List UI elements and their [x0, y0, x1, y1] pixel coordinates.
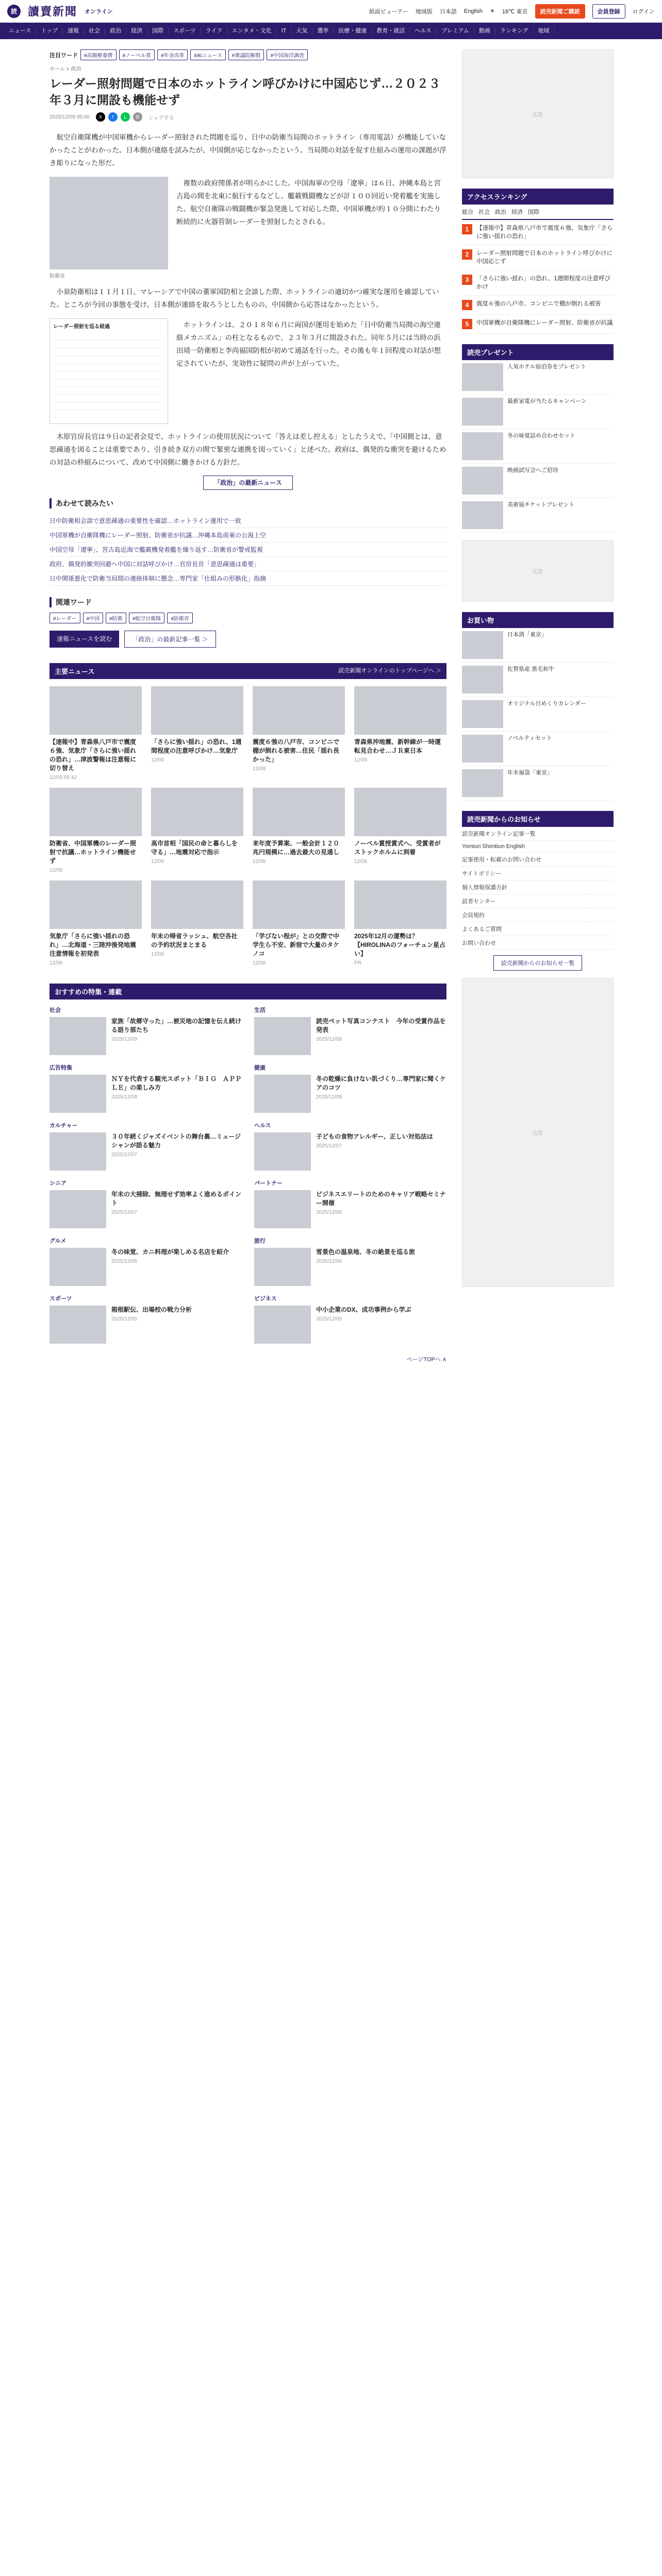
nav-item-9[interactable]: エンタメ・文化 [227, 27, 277, 35]
nav-item-11[interactable]: 天気 [291, 27, 312, 35]
ranking-tab[interactable]: 経済 [511, 209, 523, 215]
article-body [49, 131, 446, 469]
news-title[interactable]: 気象庁「さらに強い揺れの恐れ」…北海道・三陸沖後発地震注意情報を初発表 [49, 933, 137, 957]
trending-label: 注目ワード [49, 52, 78, 59]
present-item[interactable] [462, 429, 614, 464]
news-title[interactable]: 年末の帰省ラッシュ、航空各社の予約状況まとまる [151, 933, 238, 948]
feature-item[interactable] [49, 1294, 242, 1344]
nav-item-3[interactable]: 社会 [84, 27, 105, 35]
feature-item[interactable] [49, 1006, 242, 1055]
ranking-title[interactable]: 震度６強の八戸市、コンビニで棚が倒れる被害 [476, 301, 601, 307]
present-item[interactable] [462, 498, 614, 533]
weather-icon[interactable]: ☀ [490, 8, 495, 14]
feature-row [254, 1017, 446, 1055]
news-card[interactable] [354, 686, 446, 781]
news-title[interactable]: 「学びない程が」との交際で中学生ら不安、新宿で大量のタケノコ [253, 933, 340, 957]
feature-text [316, 1017, 446, 1055]
news-date: 12/09 [49, 960, 63, 966]
keyword-list [49, 613, 446, 623]
brand-name[interactable]: 讀賣新聞 [28, 5, 78, 19]
feature-thumb[interactable] [49, 1306, 106, 1344]
shopping-thumb[interactable] [462, 769, 503, 797]
feature-date: 2025/12/09 [111, 1037, 138, 1042]
feature-thumb[interactable] [49, 1248, 106, 1286]
notice-link[interactable]: 読売新聞オンライン記事一覧 [462, 827, 614, 841]
nav-item-17[interactable]: 動画 [474, 27, 495, 35]
news-thumb[interactable] [49, 686, 142, 735]
present-title[interactable]: 美術展チケットプレゼント [507, 502, 575, 508]
news-card[interactable] [253, 686, 345, 781]
shopping-title[interactable]: ノベルティセット [507, 735, 552, 741]
news-thumb[interactable] [253, 686, 345, 735]
news-date: 12/08 [151, 952, 164, 957]
feature-row [49, 1017, 242, 1055]
shopping-title[interactable]: 日本酒「東京」 [507, 632, 547, 638]
present-item[interactable] [462, 464, 614, 498]
news-title[interactable]: 【速報中】青森県八戸市で震度６強、気象庁「さらに強い揺れの恐れ」…津波警報は注意報に切り替え [49, 738, 137, 772]
ranking-item[interactable] [462, 270, 614, 296]
photo-caption: 防衛省 [49, 274, 65, 279]
feature-text [111, 1306, 192, 1344]
nav-item-6[interactable]: 国際 [147, 27, 169, 35]
shopping-item[interactable] [462, 732, 614, 766]
news-card[interactable] [354, 880, 446, 966]
header-link-ja[interactable]: 日本語 [439, 8, 457, 15]
ranking-header: アクセスランキング [462, 189, 614, 205]
main-news-link[interactable]: 読売新聞オンラインのトップページへ ＞ [338, 668, 441, 674]
news-title[interactable]: 青森県沖地震、新幹線が一時運転見合わせ…ＪＲ東日本 [354, 738, 441, 754]
news-date: 12/09 [151, 757, 164, 763]
notice-link[interactable]: 会員規約 [462, 908, 614, 922]
feature-text [316, 1075, 446, 1113]
timeline-caption: レーダー照射を巡る経過 [53, 324, 110, 330]
rank-number: 5 [462, 319, 472, 329]
present-header: 読売プレゼント [462, 344, 614, 360]
feature-text [316, 1306, 411, 1344]
feature-title[interactable]: 箱根駅伝、出場校の戦力分析 [111, 1306, 192, 1313]
rank-number: 1 [462, 224, 472, 234]
feature-item[interactable] [254, 1063, 446, 1113]
shopping-header: お買い物 [462, 612, 614, 628]
feature-category: グルメ [49, 1238, 67, 1244]
feature-row [49, 1248, 242, 1286]
shopping-thumb[interactable] [462, 700, 503, 728]
news-title[interactable]: 2025年12月の運勢は？【HIROLINAのフォーチュン星占い】 [354, 933, 446, 957]
share-buttons [96, 112, 142, 122]
ranking-title[interactable]: 【速報中】青森県八戸市で震度６強、気象庁「さらに強い揺れの恐れ」 [476, 225, 613, 240]
feature-date: 2025/12/06 [111, 1259, 138, 1264]
article-paragraph: 航空自衛隊機が中国軍機からレーダー照射された問題を巡り、日中の防衛当局間のホットライン（専用電話）が機能していなかったことがわかった。日本側が連絡を試みたが、中国側が応じなかったという。当局間の対話を促す仕組みの運用の課題が浮き彫りになった形だ。 [49, 133, 446, 167]
feature-thumb[interactable] [254, 1132, 311, 1171]
keyword-title: 関連ワード [49, 597, 446, 607]
ranking-tab[interactable]: 政治 [495, 209, 506, 215]
keyword-chip[interactable]: #中国 [83, 613, 104, 623]
ranking-item[interactable] [462, 245, 614, 270]
keyword-chip[interactable]: #レーダー [49, 613, 80, 623]
notice-list-button[interactable]: 読売新聞からのお知らせ一覧 [493, 955, 583, 971]
feature-row [49, 1132, 242, 1171]
news-thumb[interactable] [151, 788, 243, 836]
feature-thumb[interactable] [254, 1075, 311, 1113]
related-item[interactable]: 日中防衛相会談で意思疎通の重要性を確認…ホットライン運用で一致 [49, 514, 446, 528]
sidebar-ad[interactable]: 広告 [462, 49, 614, 178]
present-title[interactable]: 映画試写会へご招待 [507, 467, 558, 473]
feature-date: 2025/12/07 [316, 1143, 342, 1149]
news-thumb[interactable] [354, 686, 446, 735]
feature-row [254, 1190, 446, 1228]
article-paragraph: 木原官房長官は９日の記者会見で、ホットラインの使用状況について「答えは差し控える」としたうえで、「中国側とは、意思疎通を図ることは重要であり、引き続き双方の間で緊密な連携を図っていく」と述べた。政府は、偶発的な衝突を避けるための対話の枠組みについて、改めて中国側に働きかける方針だ。 [49, 433, 446, 466]
feature-title[interactable]: 年末の大掃除、無理せず効率よく進めるポイント [111, 1191, 242, 1207]
trending-chip[interactable]: #中国海洋調査 [267, 49, 308, 60]
article-photo[interactable] [49, 177, 168, 269]
features-title: おすすめの特集・連載 [55, 988, 122, 996]
feature-text [316, 1190, 446, 1228]
present-thumb[interactable] [462, 501, 503, 529]
ranking-tab[interactable]: 社会 [478, 209, 490, 215]
feature-title[interactable]: 読売ペット写真コンテスト 今年の受賞作品を発表 [316, 1018, 446, 1033]
feature-date: 2025/12/06 [316, 1210, 342, 1215]
news-date: 12/08 [253, 960, 266, 966]
nav-item-2[interactable]: 速報 [63, 27, 84, 35]
notice-link[interactable]: 読者センター [462, 894, 614, 908]
ranking-list [462, 220, 614, 334]
news-thumb[interactable] [354, 788, 446, 836]
feature-date: 2025/12/07 [111, 1210, 138, 1215]
x-share-icon[interactable]: X [96, 112, 105, 122]
feature-thumb[interactable] [49, 1075, 106, 1113]
top-header [0, 0, 662, 23]
news-date: 12/09 [253, 766, 266, 772]
header-link-en[interactable]: English [464, 8, 483, 14]
keyword-chip[interactable]: #航空自衛隊 [129, 613, 165, 623]
bookmark-icon[interactable]: B [133, 112, 142, 122]
present-thumb[interactable] [462, 467, 503, 495]
shopping-thumb[interactable] [462, 735, 503, 762]
main-nav [0, 23, 662, 39]
feature-item[interactable] [49, 1179, 242, 1228]
shopping-title[interactable]: 年末福袋「東京」 [507, 770, 553, 776]
feature-date: 2025/12/08 [316, 1094, 342, 1100]
shopping-list [462, 628, 614, 801]
shopping-item[interactable] [462, 663, 614, 697]
news-card[interactable] [151, 788, 243, 873]
article-paragraph: ホットラインは、２０１８年６月に両国が運用を始めた「日中防衛当局間の海空連絡メカニズム」の柱となるもので、２３年３月に開設された。同年５月には当時の浜田靖一防衛相と李尚福国防相が初めて通話を行った。その後も年１回程度の対話が想定されていたが、実効性に疑問の声が上がっていた。 [176, 321, 441, 367]
ranking-item[interactable] [462, 220, 614, 245]
facebook-share-icon[interactable]: f [108, 112, 118, 122]
feature-date: 2025/12/07 [111, 1152, 138, 1158]
news-title[interactable]: 防衛省、中国軍機のレーダー照射で抗議…ホットライン機能せず [49, 840, 137, 865]
share-label[interactable]: シェアする [148, 115, 174, 121]
nav-item-15[interactable]: ヘルス [410, 27, 437, 35]
shopping-item[interactable] [462, 628, 614, 663]
nav-item-14[interactable]: 教育・就活 [372, 27, 410, 35]
article-title: レーダー照射問題で日本のホットライン呼びかけに中国応じず…２０２３年３月に開設も機能せず [49, 77, 441, 107]
sidebar-ad-2[interactable]: 広告 [462, 540, 614, 602]
feature-row [254, 1306, 446, 1344]
related-item[interactable]: 日中関係悪化で防衛当局間の連絡体制に懸念…専門家「仕組みの形骸化」指摘 [49, 571, 446, 586]
news-title[interactable]: 震度６強の八戸市、コンビニで棚が倒れる被害…住民「揺れ長かった」 [253, 738, 340, 763]
feature-item[interactable] [254, 1236, 446, 1286]
shopping-thumb[interactable] [462, 631, 503, 659]
keyword-chip[interactable]: #防衛 [106, 613, 126, 623]
login-link[interactable]: ログイン [632, 8, 655, 15]
present-title[interactable]: 最新家電が当たるキャンペーン [507, 398, 587, 404]
feature-thumb[interactable] [254, 1017, 311, 1055]
news-date: 12/09 [151, 859, 164, 865]
features-header [49, 984, 446, 999]
main-news-title: 主要ニュース [55, 668, 95, 675]
news-card[interactable] [49, 880, 142, 966]
shopping-thumb[interactable] [462, 666, 503, 693]
news-date: 12/09 [354, 757, 368, 763]
feature-title[interactable]: 家族「故郷守った」…被災地の記憶を伝え続ける語り部たち [111, 1018, 242, 1033]
shopping-title[interactable]: 佐賀県産 黒毛和牛 [507, 666, 555, 672]
nav-item-19[interactable]: 地域 [534, 27, 555, 35]
nav-item-16[interactable]: プレミアム [437, 27, 474, 35]
news-date: 12/09 05:42 [49, 775, 77, 781]
present-item[interactable] [462, 395, 614, 429]
feature-thumb[interactable] [49, 1017, 106, 1055]
feature-title[interactable]: 冬の乾燥に負けない肌づくり…専門家に聞くケアのコツ [316, 1075, 446, 1091]
feature-date: 2025/12/05 [316, 1316, 342, 1322]
feature-row [254, 1075, 446, 1113]
feature-row [49, 1306, 242, 1344]
news-card[interactable] [151, 686, 243, 781]
nav-item-13[interactable]: 医療・健康 [334, 27, 372, 35]
trending-chip[interactable]: #衆議院解散 [228, 49, 264, 60]
feature-thumb[interactable] [254, 1306, 311, 1344]
feature-category: シニア [49, 1180, 67, 1187]
feature-title[interactable]: 雪景色の温泉地、冬の絶景を巡る旅 [316, 1248, 416, 1256]
news-thumb[interactable] [49, 788, 142, 836]
feature-thumb[interactable] [254, 1190, 311, 1228]
feature-category: カルチャー [49, 1123, 78, 1129]
present-thumb[interactable] [462, 398, 503, 426]
feature-category: 社会 [49, 1007, 61, 1013]
present-thumb[interactable] [462, 432, 503, 460]
keyword-chip[interactable]: #防衛省 [167, 613, 193, 623]
main-news-header [49, 663, 446, 679]
news-card[interactable] [253, 788, 345, 873]
nav-item-18[interactable]: ランキング [495, 27, 534, 35]
news-card[interactable] [49, 788, 142, 873]
feature-date: 2025/12/06 [316, 1259, 342, 1264]
news-date: 12/09 [49, 868, 63, 873]
news-thumb[interactable] [253, 788, 345, 836]
header-link-viewer[interactable]: 紙面ビューアー [369, 8, 408, 15]
related-list [49, 514, 446, 586]
present-thumb[interactable] [462, 363, 503, 391]
feature-row [49, 1075, 242, 1113]
feature-text [111, 1132, 242, 1171]
trending-chip[interactable]: #高額療養費 [80, 49, 117, 60]
subscribe-button[interactable]: 読売新聞ご購読 [535, 4, 585, 19]
shopping-item[interactable] [462, 697, 614, 732]
news-date: 12/08 [253, 859, 266, 865]
feature-date: 2025/12/08 [316, 1037, 342, 1042]
feature-category: パートナー [254, 1180, 283, 1187]
news-thumb[interactable] [151, 686, 243, 735]
news-thumb[interactable] [253, 880, 345, 929]
news-card[interactable] [354, 788, 446, 873]
news-title[interactable]: ノーベル賞授賞式へ、受賞者がストックホルムに到着 [354, 840, 441, 856]
ranking-title[interactable]: レーダー照射問題で日本のホットライン呼びかけに中国応じず [476, 250, 613, 265]
register-button[interactable]: 会員登録 [592, 4, 625, 19]
nav-item-8[interactable]: ライフ [201, 27, 227, 35]
news-thumb[interactable] [354, 880, 446, 929]
feature-title[interactable]: ＮＹを代表する観光スポット「ＢＩＧ ＡＰＰＬＥ」の楽しみ方 [111, 1075, 242, 1091]
notice-link[interactable]: よくあるご質問 [462, 922, 614, 936]
news-card[interactable] [253, 880, 345, 966]
trending-chip[interactable]: #AIニュース [190, 49, 226, 60]
ranking-tab[interactable]: 総合 [462, 209, 473, 215]
feature-date: 2025/12/05 [111, 1316, 138, 1322]
nav-item-10[interactable]: IT [277, 27, 292, 35]
politics-list-button[interactable]: 「政治」の最新記事一覧 ＞ [124, 631, 216, 648]
nav-item-5[interactable]: 経済 [126, 27, 147, 35]
feature-text [316, 1132, 433, 1171]
feature-item[interactable] [49, 1236, 242, 1286]
feature-thumb[interactable] [49, 1190, 106, 1228]
latest-news-button[interactable]: 速報ニュースを読む [49, 631, 119, 648]
feature-item[interactable] [254, 1006, 446, 1055]
feature-item[interactable] [49, 1063, 242, 1113]
notice-link[interactable]: 個人情報保護方針 [462, 880, 614, 894]
article-paragraph: 複数の政府関係者が明らかにした。中国海軍の空母「遼寧」は６日、沖縄本島と宮古島の間を北東に航行するなどし、艦載戦闘機などが計１００回近い発着艦を実施した。航空自衛隊の戦闘機が緊急発進して対応した際、中国軍機が約１０分間にわたり断続的に火器管制レーダーを照射したとされる。 [176, 179, 441, 226]
ranking-item[interactable] [462, 315, 614, 334]
feature-category: ビジネス [254, 1296, 277, 1302]
feature-category: スポーツ [49, 1296, 72, 1302]
feature-category: 広告特集 [49, 1065, 72, 1071]
rank-number: 3 [462, 275, 472, 285]
feature-item[interactable] [254, 1179, 446, 1228]
nav-item-0[interactable]: ニュース [4, 27, 36, 35]
shopping-item[interactable] [462, 766, 614, 801]
present-title[interactable]: 人気ホテル宿泊券をプレゼント [507, 364, 587, 370]
feature-category: 生活 [254, 1007, 266, 1013]
main-news-grid [49, 679, 446, 973]
news-thumb[interactable] [151, 880, 243, 929]
feature-title[interactable]: ３０年続くジャズイベントの舞台裏…ミュージシャンが語る魅力 [111, 1133, 241, 1149]
nav-item-1[interactable]: トップ [36, 27, 63, 35]
article-date: 2025/12/09 05:00 [49, 114, 90, 120]
feature-item[interactable] [49, 1121, 242, 1171]
feature-title[interactable]: 冬の味覚、カニ料理が楽しめる名店を紹介 [111, 1248, 229, 1256]
feature-text [111, 1248, 229, 1286]
rank-number: 4 [462, 300, 472, 310]
related-item[interactable]: 中国軍機が自衛隊機にレーダー照射、防衛省が抗議…沖縄本島南東の公海上空 [49, 528, 446, 543]
feature-category: 健康 [254, 1065, 266, 1071]
notice-links [462, 827, 614, 950]
ranking-tabs [462, 205, 614, 220]
feature-text [111, 1075, 242, 1113]
rank-number: 2 [462, 249, 472, 260]
related-title: あわせて読みたい [49, 498, 446, 509]
feature-title[interactable]: 子どもの食物アレルギー、正しい対処法は [316, 1133, 433, 1140]
news-card[interactable] [49, 686, 142, 781]
page-top-link[interactable]: ページTOPへ ∧ [406, 1357, 446, 1363]
feature-row [254, 1248, 446, 1286]
nav-item-12[interactable]: 選挙 [312, 27, 334, 35]
feature-text [111, 1190, 242, 1228]
trending-chip[interactable]: #年金改革 [157, 49, 188, 60]
feature-title[interactable]: 中小企業のDX、成功事例から学ぶ [316, 1306, 411, 1313]
feature-item[interactable] [254, 1121, 446, 1171]
feature-item[interactable] [254, 1294, 446, 1344]
present-list [462, 360, 614, 533]
ranking-title[interactable]: 中国軍機が自衛隊機にレーダー照射、防衛省が抗議 [476, 320, 613, 326]
related-item[interactable]: 中国空母「遼寧」、宮古島近海で艦載機発着艦を繰り返す…防衛省が警戒監視 [49, 543, 446, 557]
news-title[interactable]: 高市首相「国民の命と暮らしを守る」…地震対応で指示 [151, 840, 238, 856]
notice-link[interactable]: お問い合わせ [462, 936, 614, 950]
brand-sub: オンライン [85, 8, 113, 15]
news-thumb[interactable] [49, 880, 142, 929]
news-title[interactable]: 「さらに強い揺れ」の恐れ、1週間程度の注意呼びかけ…気象庁 [151, 738, 242, 754]
links-header: 読売新聞からのお知らせ [462, 811, 614, 827]
ranking-tab[interactable]: 国際 [528, 209, 539, 215]
ranking-title[interactable]: 「さらに強い揺れ」の恐れ、1週間程度の注意呼びかけ [476, 276, 611, 290]
sidebar [462, 49, 614, 1287]
present-title[interactable]: 冬の味覚詰め合わせセット [507, 433, 575, 439]
notice-link[interactable]: 記事使用・転載のお問い合わせ [462, 853, 614, 867]
feature-text [316, 1248, 415, 1286]
feature-row [254, 1132, 446, 1171]
trending-words [49, 49, 446, 60]
feature-row [49, 1190, 242, 1228]
feature-text [111, 1017, 242, 1055]
news-date: PR [354, 960, 361, 966]
present-item[interactable] [462, 360, 614, 395]
feature-date: 2025/12/08 [111, 1094, 138, 1100]
trending-chip[interactable]: #ノーベル賞 [119, 49, 155, 60]
feature-thumb[interactable] [254, 1248, 311, 1286]
timeline-graphic[interactable] [49, 318, 168, 424]
ranking-item[interactable] [462, 296, 614, 315]
feature-title[interactable]: ビジネスエリートのためのキャリア戦略セミナー開催 [316, 1191, 446, 1207]
article-paragraph: 小泉防衛相は１１月１日、マレーシアで中国の董軍国防相と会談した際、ホットラインの適切かつ確実な運用を確認していた。ところが今回の事態を受け、日本側が連絡を取ろうとしたものの、中国側から応答はなかったという。 [49, 288, 439, 309]
news-title[interactable]: 来年度予算案、一般会計１２０兆円規模に…過去最大の見通し [253, 840, 340, 856]
news-card[interactable] [151, 880, 243, 966]
feature-category: 旅行 [254, 1238, 266, 1244]
feature-thumb[interactable] [49, 1132, 106, 1171]
sidebar-ad-3[interactable]: 広告 [462, 978, 614, 1287]
line-share-icon[interactable]: L [121, 112, 130, 122]
news-date: 12/08 [354, 859, 368, 865]
breadcrumb[interactable]: ホーム > 政治 [49, 66, 81, 72]
weather-text[interactable]: 18℃ 東京 [502, 8, 528, 15]
main-column [49, 49, 446, 1363]
notice-link[interactable]: サイトポリシー [462, 867, 614, 880]
nav-item-4[interactable]: 政治 [105, 27, 126, 35]
notice-link[interactable]: Yomiuri Shimbun English [462, 841, 614, 853]
related-item[interactable]: 政府、偶発的衝突回避へ中国に対話呼びかけ…官房長官「意思疎通は重要」 [49, 557, 446, 571]
header-link-local[interactable]: 地域版 [415, 8, 433, 15]
more-politics-button[interactable]: 「政治」の最新ニュース [203, 476, 292, 490]
features-grid [49, 999, 446, 1350]
nav-item-7[interactable]: スポーツ [169, 27, 201, 35]
shopping-title[interactable]: オリジナル日めくりカレンダー [507, 701, 586, 707]
brand-logo-icon[interactable]: 読 [7, 5, 21, 18]
feature-category: ヘルス [254, 1123, 271, 1129]
